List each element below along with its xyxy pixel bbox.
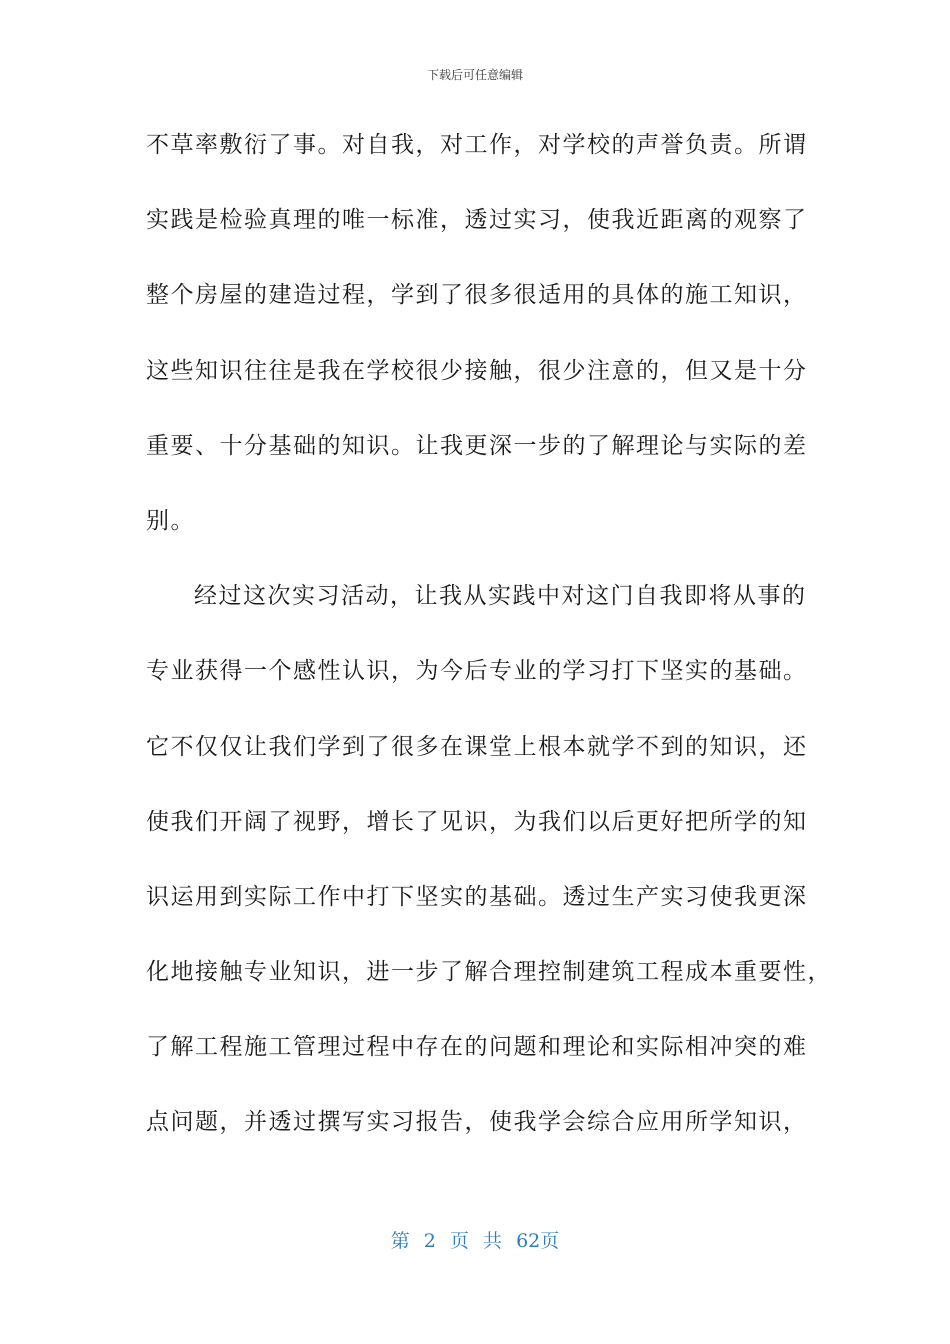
paragraph-start-line: 经过这次实习活动，让我从实践中对这门自我即将从事的 [194, 583, 807, 610]
text-line: 了解工程施工管理过程中存在的问题和理论和实际相冲突的难 [146, 1034, 808, 1061]
text-line: 点问题，并透过撰写实习报告，使我学会综合应用所学知识， [146, 1109, 808, 1136]
text-line: 别。 [146, 507, 195, 534]
text-line: 化地接触专业知识，进一步了解合理控制建筑工程成本重要性， [146, 959, 832, 986]
page-footer [0, 1226, 950, 1253]
text-line: 重要、十分基础的知识。让我更深一步的了解理论与实际的差 [146, 432, 808, 459]
text-line: 使我们开阔了视野，增长了见识，为我们以后更好把所学的知 [146, 808, 808, 835]
footer-page-word: 页 [449, 1230, 469, 1252]
text-line: 它不仅仅让我们学到了很多在课堂上根本就学不到的知识，还 [146, 733, 808, 760]
total-pages: 62页 [516, 1230, 560, 1252]
text-line: 实践是检验真理的唯一标准，透过实习，使我近距离的观察了 [146, 207, 808, 234]
document-body [146, 126, 832, 1179]
current-page-number: 2 [423, 1230, 436, 1252]
page-header: 下载后可任意编辑 [426, 68, 523, 82]
text-line: 不草率敷衍了事。对自我，对工作，对学校的声誉负责。所谓 [146, 132, 808, 158]
text-line: 整个房屋的建造过程，学到了很多很适用的具体的施工知识， [146, 282, 808, 309]
footer-prefix: 第 [390, 1230, 410, 1252]
text-line: 这些知识往往是我在学校很少接触，很少注意的，但又是十分 [146, 357, 808, 384]
text-line: 专业获得一个感性认识，为今后专业的学习打下坚实的基础。 [146, 658, 808, 685]
footer-total-word: 共 [483, 1230, 503, 1252]
text-line: 识运用到实际工作中打下坚实的基础。透过生产实习使我更深 [146, 883, 808, 910]
